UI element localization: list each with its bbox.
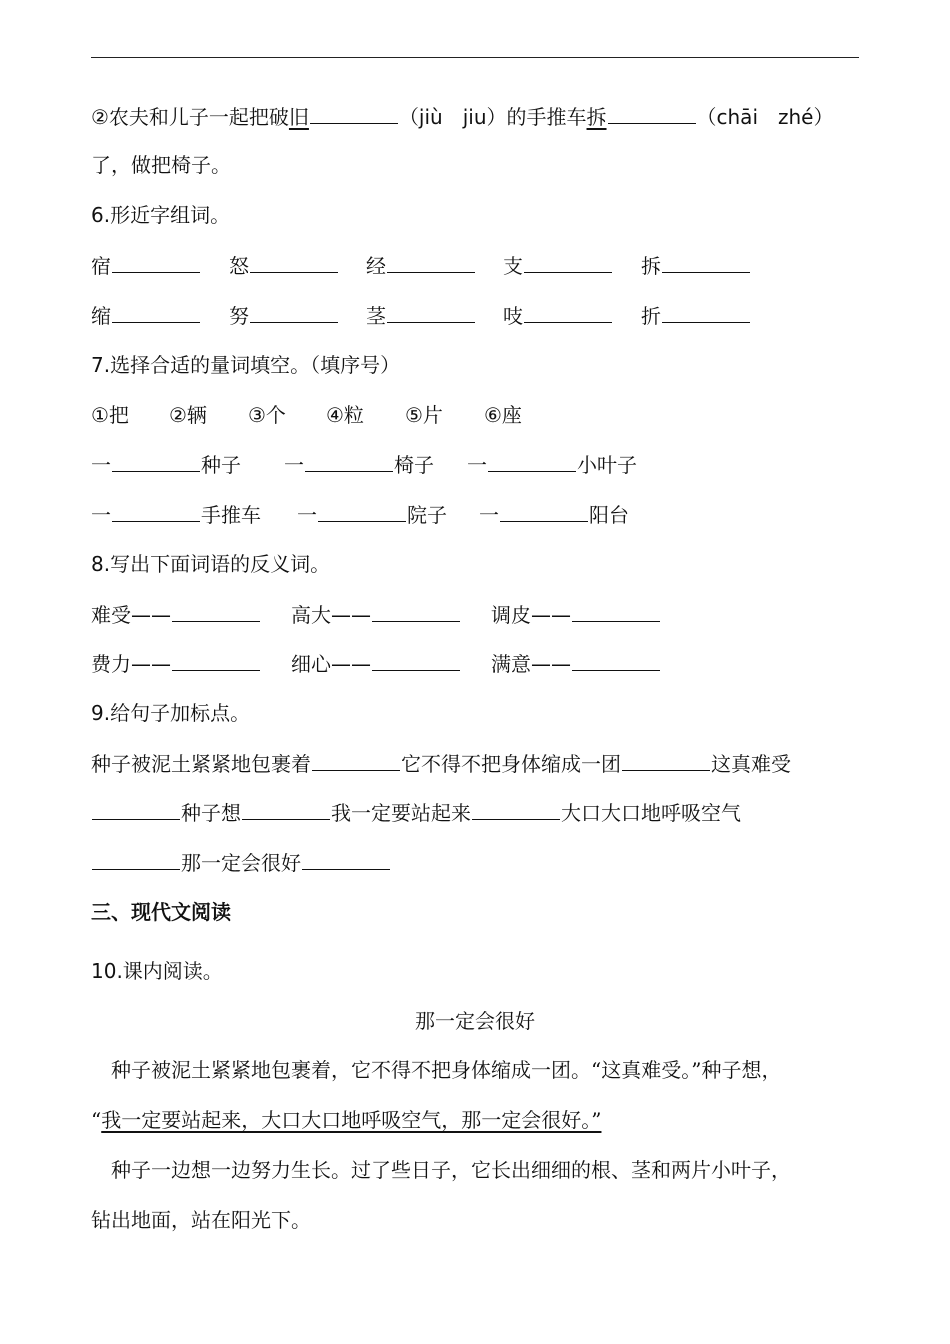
answer-blank[interactable] — [310, 101, 398, 124]
q7-option-4: ④粒 — [326, 403, 364, 427]
q8-r2-c1: 费力—— — [91, 648, 261, 678]
answer-blank[interactable] — [302, 847, 390, 870]
passage-p1-line2: “我一定要站起来，大口大口地呼吸空气，那一定会很好。” — [91, 1108, 602, 1132]
header-rule — [91, 57, 859, 58]
answer-blank[interactable] — [318, 499, 406, 522]
q9-line1: 种子被泥土紧紧地包裹着 它不得不把身体缩成一团 这真难受 — [91, 748, 791, 778]
q8-r1-c3: 调皮—— — [491, 599, 661, 629]
answer-blank[interactable] — [387, 300, 475, 323]
q6-r1-c3: 经 — [366, 250, 476, 280]
q7-option-5: ⑤片 — [405, 403, 443, 427]
q6-r2-c4: 吱 — [503, 300, 613, 330]
answer-blank[interactable] — [242, 797, 330, 820]
q8-r2-c2: 细心—— — [291, 648, 461, 678]
passage-p2-line2: 钻出地面，站在阳光下。 — [91, 1208, 311, 1232]
answer-blank[interactable] — [250, 300, 338, 323]
q6-r1-c4: 支 — [503, 250, 613, 280]
q7-r2-c2: 一 院子 — [297, 499, 447, 529]
q6-r2-c5: 折 — [641, 300, 751, 330]
q8-r1-c2: 高大—— — [291, 599, 461, 629]
q7-r1-c3: 一 小叶子 — [467, 449, 637, 479]
answer-blank[interactable] — [622, 748, 710, 771]
q7-r2-c3: 一 阳台 — [479, 499, 629, 529]
answer-blank[interactable] — [112, 449, 200, 472]
q6-r2-c3: 茎 — [366, 300, 476, 330]
answer-blank[interactable] — [662, 250, 750, 273]
q7-title: 7.选择合适的量词填空。（填序号） — [91, 353, 401, 377]
q8-r2-c3: 满意—— — [491, 648, 661, 678]
answer-blank[interactable] — [572, 648, 660, 671]
passage-title: 那一定会很好 — [415, 1009, 535, 1033]
q7-option-2: ②辆 — [169, 403, 207, 427]
answer-blank[interactable] — [112, 250, 200, 273]
q6-r2-c1: 缩 — [91, 300, 201, 330]
answer-blank[interactable] — [662, 300, 750, 323]
q9-line2: 种子想 我一定要站起来 大口大口地呼吸空气 — [91, 797, 741, 827]
q7-r1-c1: 一 种子 — [91, 449, 241, 479]
q7-option-6: ⑥座 — [484, 403, 522, 427]
passage-p1-line1: 种子被泥土紧紧地包裹着，它不得不把身体缩成一团。“这真难受。”种子想， — [91, 1058, 782, 1082]
q6-title: 6.形近字组词。 — [91, 203, 231, 227]
q7-r2-c1: 一 手推车 — [91, 499, 261, 529]
q7-r1-c2: 一 椅子 — [284, 449, 434, 479]
q9-line3: 那一定会很好 — [91, 847, 391, 877]
answer-blank[interactable] — [305, 449, 393, 472]
q8-r1-c1: 难受—— — [91, 599, 261, 629]
q6-r1-c5: 拆 — [641, 250, 751, 280]
answer-blank[interactable] — [92, 847, 180, 870]
answer-blank[interactable] — [488, 449, 576, 472]
q6-r2-c2: 努 — [229, 300, 339, 330]
answer-blank[interactable] — [172, 648, 260, 671]
answer-blank[interactable] — [500, 499, 588, 522]
answer-blank[interactable] — [250, 250, 338, 273]
q7-option-1: ①把 — [91, 403, 129, 427]
q5-item2-line2: 了，做把椅子。 — [91, 153, 231, 177]
q6-r1-c2: 怒 — [229, 250, 339, 280]
q10-title: 10.课内阅读。 — [91, 959, 223, 983]
answer-blank[interactable] — [92, 797, 180, 820]
answer-blank[interactable] — [312, 748, 400, 771]
answer-blank[interactable] — [572, 599, 660, 622]
q5-item2-line1: ②农夫和儿子一起把破旧 （jiù jiu）的手推车拆 （chāi zhé） — [91, 101, 833, 131]
answer-blank[interactable] — [387, 250, 475, 273]
section-heading: 三、现代文阅读 — [91, 900, 231, 924]
answer-blank[interactable] — [472, 797, 560, 820]
answer-blank[interactable] — [524, 250, 612, 273]
answer-blank[interactable] — [608, 101, 696, 124]
answer-blank[interactable] — [112, 300, 200, 323]
q6-r1-c1: 宿 — [91, 250, 201, 280]
answer-blank[interactable] — [372, 648, 460, 671]
answer-blank[interactable] — [172, 599, 260, 622]
answer-blank[interactable] — [112, 499, 200, 522]
q8-title: 8.写出下面词语的反义词。 — [91, 552, 331, 576]
answer-blank[interactable] — [524, 300, 612, 323]
q7-option-3: ③个 — [248, 403, 286, 427]
passage-p2-line1: 种子一边想一边努力生长。过了些日子，它长出细细的根、茎和两片小叶子， — [91, 1158, 791, 1182]
q9-title: 9.给句子加标点。 — [91, 701, 251, 725]
answer-blank[interactable] — [372, 599, 460, 622]
